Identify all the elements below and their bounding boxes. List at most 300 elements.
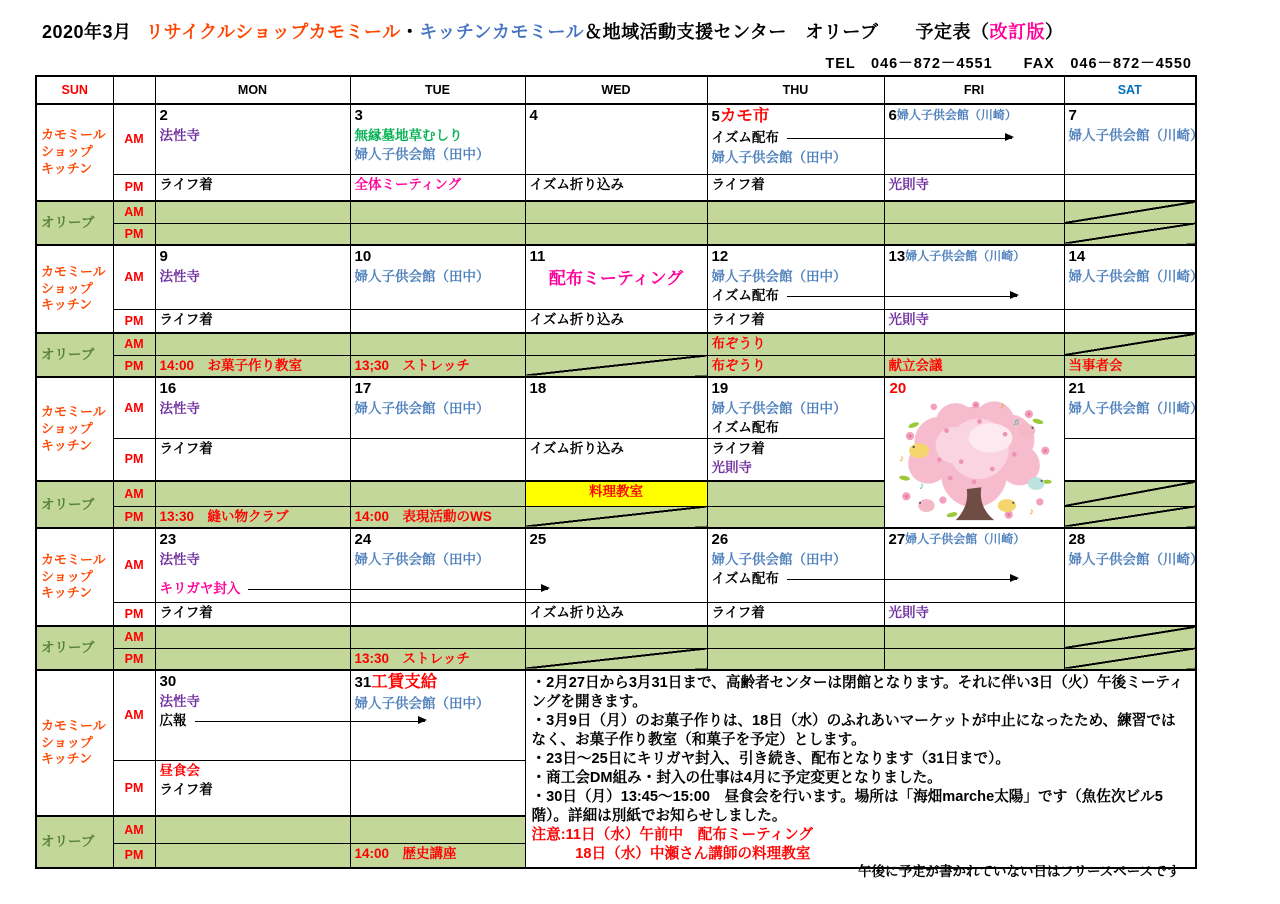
schedule-line	[885, 105, 1064, 126]
weekday-thu: THU	[707, 76, 884, 104]
calendar-cell-w2-am-2	[525, 245, 707, 309]
calendar-cell-w3-opm-5	[1064, 506, 1196, 528]
schedule-text: 法性寺	[159, 552, 200, 568]
calendar-cell-w3-opm-2	[525, 506, 707, 528]
weekday-blank	[113, 76, 155, 104]
schedule-text: ライフ着	[711, 311, 765, 327]
schedule-line	[351, 126, 525, 145]
calendar-cell-w1-am-1	[350, 104, 525, 174]
schedule-text: 光則寺	[888, 604, 929, 620]
schedule-line	[885, 356, 1064, 375]
am-label: AM	[113, 816, 155, 844]
schedule-line	[1065, 105, 1196, 126]
calendar-cell-w3-am-0	[155, 377, 350, 438]
schedule-line	[351, 378, 525, 399]
schedule-text: 23	[159, 531, 177, 548]
calendar-cell-w3-pm-0	[155, 438, 350, 481]
schedule-text: 光則寺	[711, 459, 752, 475]
calendar-cell-w5-opm-0	[155, 844, 350, 868]
week1-row-oam	[36, 201, 1196, 223]
schedule-text: 婦人子供会館（田中）	[711, 552, 847, 568]
schedule-text: 21	[1068, 380, 1086, 397]
calendar-cell-w1-pm-4	[884, 174, 1064, 201]
pm-label: PM	[113, 355, 155, 377]
calendar-cell-w5-oam-0	[155, 816, 350, 844]
row-label-olive: オリーブ	[36, 626, 113, 670]
week5-row-am	[36, 670, 1196, 760]
schedule-line	[351, 145, 525, 164]
am-label: AM	[113, 245, 155, 309]
calendar-cell-w3-opm-3	[707, 506, 884, 528]
calendar-cell-w3-pm-5	[1064, 438, 1196, 481]
calendar-cell-w4-pm-3	[707, 602, 884, 626]
continuation-arrow-icon	[787, 579, 1017, 580]
schedule-text: 13:30 ストレッチ	[354, 650, 470, 666]
schedule-line	[708, 603, 884, 622]
schedule-calendar	[35, 75, 1204, 869]
schedule-line	[708, 128, 884, 147]
schedule-text: 料理教室	[589, 484, 643, 500]
schedule-line	[156, 579, 350, 598]
schedule-line	[156, 603, 350, 622]
calendar-cell-w3-am-1	[350, 377, 525, 438]
schedule-text: 18	[529, 380, 547, 397]
row-label-chamomile-shop-kitchen: カモミール ショップ キッチン	[36, 245, 113, 333]
calendar-cell-w1-am-5	[1064, 104, 1204, 174]
weekday-header-row	[36, 76, 1196, 104]
svg-text:♬: ♬	[1012, 417, 1023, 429]
schedule-text: 工賃支給	[371, 673, 438, 691]
schedule-text: 光則寺	[888, 311, 929, 327]
schedule-line	[526, 378, 707, 399]
title-kitchen: キッチンカモミール	[419, 22, 585, 42]
calendar-cell-w2-pm-2	[525, 309, 707, 333]
schedule-text: 法性寺	[159, 694, 200, 710]
pm-label: PM	[113, 648, 155, 670]
calendar-cell-w2-opm-3	[707, 355, 884, 377]
calendar-cell-w4-opm-3	[707, 648, 884, 670]
schedule-line	[351, 356, 525, 375]
schedule-text: ライフ着	[711, 440, 765, 456]
calendar-cell-w1-oam-1	[350, 201, 525, 223]
week1-row-pm	[36, 174, 1196, 201]
schedule-text: イズム配布	[711, 130, 779, 146]
svg-text:♪: ♪	[899, 453, 905, 465]
schedule-text: 婦人子供会館（川崎）	[1068, 128, 1204, 144]
schedule-line	[351, 649, 525, 668]
schedule-line	[156, 310, 350, 329]
schedule-line	[156, 671, 350, 692]
schedule-text: 13	[888, 248, 906, 265]
schedule-line	[526, 105, 707, 126]
calendar-cell-w2-oam-0	[155, 333, 350, 355]
schedule-text: 12	[711, 248, 729, 265]
schedule-line	[526, 267, 707, 291]
calendar-cell-w4-am-2	[525, 528, 707, 602]
calendar-cell-w1-oam-2	[525, 201, 707, 223]
schedule-line	[351, 399, 525, 418]
calendar-cell-w3-am-5	[1064, 377, 1204, 438]
calendar-cell-w4-oam-2	[525, 626, 707, 648]
calendar-cell-w3-oam-2	[525, 481, 707, 506]
schedule-line	[156, 711, 350, 730]
schedule-text: ライフ着	[711, 176, 765, 192]
schedule-text: 5	[711, 108, 720, 126]
schedule-line	[708, 378, 884, 399]
note-line: 18日（水）中瀬さん講師の料理教室	[531, 845, 811, 862]
calendar-cell-w1-opm-2	[525, 223, 707, 245]
cherry-blossom-tree-illustration	[890, 394, 1058, 522]
schedule-text: 19	[711, 380, 729, 397]
week1-row-opm	[36, 223, 1196, 245]
am-label: AM	[113, 626, 155, 648]
note-line: ・30日（月）13:45～15:00 昼食会を行います。場所は「海畑marche太陽」です（魚佐次ビル5階）。詳細は別紙でお知らせしました。	[531, 788, 1163, 824]
schedule-line	[156, 399, 350, 418]
schedule-line	[526, 439, 707, 458]
schedule-line	[708, 439, 884, 458]
calendar-cell-w1-am-4	[884, 104, 1064, 174]
schedule-text: 6	[888, 107, 897, 124]
schedule-line	[526, 482, 707, 501]
calendar-cell-w4-pm-0	[155, 602, 350, 626]
calendar-cell-w4-opm-4	[884, 648, 1064, 670]
calendar-cell-w2-pm-5	[1064, 309, 1196, 333]
calendar-cell-w1-oam-3	[707, 201, 884, 223]
row-label-olive: オリーブ	[36, 481, 113, 528]
note-line: ・2月27日から3月31日まで、高齢者センターは閉館となります。それに伴い3日（火）午後ミーティングを開きます。	[531, 675, 1184, 710]
schedule-text: 法性寺	[159, 128, 200, 144]
schedule-text: 婦人子供会館（川崎）	[1068, 269, 1204, 285]
pm-label: PM	[113, 760, 155, 816]
schedule-text: キリガヤ封入	[159, 581, 241, 597]
pm-label: PM	[113, 602, 155, 626]
schedule-line	[1065, 246, 1196, 267]
pm-label: PM	[113, 174, 155, 201]
calendar-cell-w2-opm-0	[155, 355, 350, 377]
schedule-line	[156, 356, 350, 375]
contact-tel-fax: TEL 046－872－4551 FAX 046－872－4550	[825, 56, 1192, 72]
am-label: AM	[113, 333, 155, 355]
row-label-chamomile-shop-kitchen: カモミール ショップ キッチン	[36, 528, 113, 626]
schedule-text: 広報	[159, 713, 187, 729]
calendar-cell-w2-am-0	[155, 245, 350, 309]
calendar-cell-w2-am-5	[1064, 245, 1204, 309]
calendar-cell-w1-opm-5	[1064, 223, 1196, 245]
calendar-cell-w3-opm-0	[155, 506, 350, 528]
schedule-line	[156, 761, 350, 780]
schedule-line	[156, 692, 350, 711]
schedule-line	[708, 148, 884, 167]
week4-row-pm	[36, 602, 1196, 626]
schedule-text: ライフ着	[159, 311, 213, 327]
calendar-cell-w4-am-1	[350, 528, 525, 602]
schedule-line	[156, 439, 350, 458]
pm-label: PM	[113, 506, 155, 528]
schedule-line	[156, 267, 350, 286]
schedule-line	[708, 399, 884, 418]
week1-row-am	[36, 104, 1196, 174]
schedule-line	[156, 780, 350, 799]
schedule-line	[885, 603, 1064, 622]
schedule-line	[708, 458, 884, 477]
schedule-text: 当事者会	[1068, 357, 1123, 373]
schedule-text: 無縁墓地草むしり	[354, 128, 463, 144]
schedule-line	[708, 267, 884, 286]
schedule-line	[1065, 399, 1204, 418]
schedule-line	[156, 529, 350, 550]
schedule-line	[351, 694, 525, 713]
calendar-cell-w3-oam-5	[1064, 481, 1196, 506]
schedule-line	[885, 246, 1064, 267]
row-label-chamomile-shop-kitchen: カモミール ショップ キッチン	[36, 104, 113, 201]
calendar-cell-w1-pm-5	[1064, 174, 1196, 201]
calendar-cell-w1-oam-4	[884, 201, 1064, 223]
schedule-line	[708, 310, 884, 329]
schedule-line	[708, 286, 884, 305]
schedule-text: 14:00 歴史講座	[354, 846, 457, 862]
schedule-text: 11	[529, 248, 546, 265]
schedule-line	[1065, 529, 1196, 550]
calendar-cell-w4-opm-0	[155, 648, 350, 670]
calendar-cell-w1-pm-3	[707, 174, 884, 201]
week2-row-am	[36, 245, 1196, 309]
schedule-line	[351, 105, 525, 126]
note-line: ・3月9日（月）のお菓子作りは、18日（水）のふれあいマーケットが中止になったため、練習ではなく、お菓子作り教室（和菓子を予定）とします。	[531, 712, 1176, 748]
weekday-sat: SAT	[1064, 76, 1196, 104]
schedule-text: 17	[354, 380, 372, 397]
weekday-wed: WED	[525, 76, 707, 104]
schedule-line	[156, 246, 350, 267]
schedule-text: イズム折り込み	[529, 311, 624, 327]
schedule-text: 14:00 お菓子作り教室	[159, 357, 303, 373]
schedule-text: 光則寺	[888, 176, 929, 192]
schedule-line	[708, 356, 884, 375]
schedule-line	[708, 175, 884, 194]
am-label: AM	[113, 201, 155, 223]
calendar-cell-w2-oam-2	[525, 333, 707, 355]
schedule-text: イズム折り込み	[529, 176, 624, 192]
svg-text:♪: ♪	[1028, 506, 1034, 518]
schedule-line	[156, 105, 350, 126]
schedule-line	[708, 334, 884, 353]
calendar-cell-w4-am-0	[155, 528, 350, 602]
calendar-cell-w5-oam-1	[350, 816, 525, 844]
svg-text:♪: ♪	[999, 400, 1005, 412]
calendar-cell-w3-oam-3	[707, 481, 884, 506]
title-separator: ・	[400, 22, 420, 42]
schedule-text: 婦人子供会館（田中）	[711, 269, 847, 285]
schedule-line	[351, 529, 525, 550]
note-line: 注意:11日（水）午前中 配布ミーティング	[531, 826, 814, 843]
schedule-text: ライフ着	[159, 604, 213, 620]
calendar-cell-w2-am-4	[884, 245, 1064, 309]
schedule-line	[708, 105, 884, 128]
calendar-cell-w1-opm-1	[350, 223, 525, 245]
schedule-text: イズム配布	[711, 571, 779, 587]
pm-label: PM	[113, 438, 155, 481]
calendar-cell-w3-am-2	[525, 377, 707, 438]
calendar-cell-w4-am-3	[707, 528, 884, 602]
schedule-text: 28	[1068, 531, 1086, 548]
calendar-cell-w3-oam-0	[155, 481, 350, 506]
schedule-text: イズム配布	[711, 420, 779, 436]
schedule-line	[708, 550, 884, 569]
schedule-text: 婦人子供会館（田中）	[354, 696, 490, 712]
calendar-cell-w1-am-3	[707, 104, 884, 174]
schedule-line	[526, 246, 707, 267]
calendar-cell-w4-pm-2	[525, 602, 707, 626]
schedule-text: 3	[354, 107, 363, 124]
schedule-line	[351, 844, 525, 863]
schedule-text: 婦人子供会館（川崎）	[905, 249, 1026, 264]
calendar-cell-w2-pm-4	[884, 309, 1064, 333]
week4-row-am	[36, 528, 1196, 602]
calendar-cell-w2-oam-1	[350, 333, 525, 355]
row-label-olive: オリーブ	[36, 201, 113, 245]
schedule-line	[885, 175, 1064, 194]
calendar-cell-w4-am-4	[884, 528, 1064, 602]
calendar-cell-w2-opm-4	[884, 355, 1064, 377]
calendar-cell-w3-pm-3	[707, 438, 884, 481]
week3-row-am	[36, 377, 1196, 438]
row-label-chamomile-shop-kitchen: カモミール ショップ キッチン	[36, 670, 113, 816]
row-label-olive: オリーブ	[36, 816, 113, 868]
schedule-text: 7	[1068, 107, 1077, 124]
calendar-cell-w2-oam-4	[884, 333, 1064, 355]
schedule-text: 13;30 ストレッチ	[354, 357, 470, 373]
schedule-text: 献立会議	[888, 357, 943, 373]
schedule-text: 30	[159, 673, 177, 690]
calendar-cell-w2-oam-5	[1064, 333, 1196, 355]
day-number-holiday: 20	[889, 380, 907, 397]
calendar-cell-w2-pm-3	[707, 309, 884, 333]
schedule-text: 4	[529, 107, 538, 124]
schedule-text: 婦人子供会館（田中）	[711, 401, 847, 417]
calendar-cell-w1-opm-0	[155, 223, 350, 245]
title-recycle-shop: リサイクルショップカモミール	[145, 22, 401, 42]
week4-row-opm	[36, 648, 1196, 670]
am-label: AM	[113, 670, 155, 760]
schedule-line	[708, 418, 884, 437]
schedule-text: 婦人子供会館（田中）	[711, 149, 847, 165]
schedule-line	[156, 507, 350, 526]
continuation-arrow-icon	[787, 138, 1012, 139]
weekday-mon: MON	[155, 76, 350, 104]
schedule-text: 2	[159, 107, 168, 124]
continuation-arrow-icon	[195, 721, 425, 722]
calendar-cell-w2-opm-5	[1064, 355, 1196, 377]
schedule-text: 16	[159, 380, 177, 397]
row-label-olive: オリーブ	[36, 333, 113, 377]
continuation-arrow-icon	[248, 589, 548, 590]
schedule-text: 婦人子供会館（川崎）	[896, 108, 1017, 123]
calendar-cell-w1-oam-0	[155, 201, 350, 223]
schedule-text: 婦人子供会館（田中）	[354, 269, 490, 285]
calendar-cell-w4-oam-3	[707, 626, 884, 648]
calendar-cell-w2-oam-3	[707, 333, 884, 355]
calendar-cell-w1-opm-4	[884, 223, 1064, 245]
calendar-cell-w5-pm-1	[350, 760, 525, 816]
svg-text:♪: ♪	[919, 481, 925, 493]
calendar-cell-w5-am-0	[155, 670, 350, 760]
am-label: AM	[113, 481, 155, 506]
calendar-cell-w5-am-1	[350, 670, 525, 760]
calendar-cell-w3-am-4	[884, 377, 1064, 528]
schedule-line	[526, 603, 707, 622]
calendar-cell-w2-pm-0	[155, 309, 350, 333]
calendar-cell-w5-opm-1	[350, 844, 525, 868]
calendar-table	[35, 75, 1204, 869]
calendar-cell-w4-oam-1	[350, 626, 525, 648]
schedule-text: 婦人子供会館（田中）	[354, 147, 490, 163]
row-label-chamomile-shop-kitchen: カモミール ショップ キッチン	[36, 377, 113, 481]
schedule-line	[1065, 267, 1204, 286]
schedule-text: 配布ミーティング	[548, 269, 684, 289]
schedule-line	[156, 550, 350, 569]
calendar-cell-w4-pm-4	[884, 602, 1064, 626]
calendar-cell-w4-pm-5	[1064, 602, 1196, 626]
week2-row-opm	[36, 355, 1196, 377]
schedule-text: 婦人子供会館（川崎）	[1068, 401, 1204, 417]
calendar-cell-w2-opm-1	[350, 355, 525, 377]
schedule-line	[1065, 378, 1196, 399]
calendar-cell-w1-pm-0	[155, 174, 350, 201]
schedule-text: 25	[529, 531, 547, 548]
am-label: AM	[113, 377, 155, 438]
schedule-text: 13:30 縫い物クラブ	[159, 508, 289, 524]
schedule-text: 婦人子供会館（川崎）	[1068, 552, 1204, 568]
schedule-line	[1065, 550, 1204, 569]
schedule-line	[526, 175, 707, 194]
schedule-text: 10	[354, 248, 372, 265]
schedule-line	[885, 529, 1064, 550]
note-line: ・商工会DM組み・封入の仕事は4月に予定変更となりました。	[531, 769, 942, 786]
schedule-text: 14:00 表現活動のWS	[354, 508, 492, 524]
schedule-text: イズム折り込み	[529, 604, 624, 620]
calendar-cell-w3-oam-1	[350, 481, 525, 506]
calendar-cell-w4-am-5	[1064, 528, 1204, 602]
calendar-cell-w1-am-2	[525, 104, 707, 174]
calendar-cell-w2-pm-1	[350, 309, 525, 333]
schedule-line	[708, 569, 884, 588]
calendar-cell-w5-pm-0	[155, 760, 350, 816]
schedule-text: 法性寺	[159, 269, 200, 285]
schedule-line	[526, 529, 707, 550]
schedule-line	[351, 175, 525, 194]
calendar-cell-w2-opm-2	[525, 355, 707, 377]
schedule-line	[1065, 356, 1196, 375]
calendar-cell-w4-oam-5	[1064, 626, 1196, 648]
calendar-cell-w4-pm-1	[350, 602, 525, 626]
schedule-text: 婦人子供会館（川崎）	[905, 532, 1026, 547]
calendar-cell-w4-opm-2	[525, 648, 707, 670]
schedule-text: 布ぞうり	[711, 357, 766, 373]
schedule-line	[351, 267, 525, 286]
pm-label: PM	[113, 223, 155, 245]
schedule-line	[351, 671, 525, 694]
schedule-text: イズム配布	[711, 288, 779, 304]
schedule-line	[708, 529, 884, 550]
schedule-text: 婦人子供会館（田中）	[354, 552, 490, 568]
weekday-sun: SUN	[36, 76, 113, 104]
page-title	[42, 18, 1063, 44]
title-month: 2020年3月	[42, 22, 132, 42]
schedule-text: 24	[354, 531, 372, 548]
week2-row-pm	[36, 309, 1196, 333]
calendar-cell-w1-oam-5	[1064, 201, 1196, 223]
schedule-line	[156, 378, 350, 399]
calendar-cell-w1-pm-2	[525, 174, 707, 201]
